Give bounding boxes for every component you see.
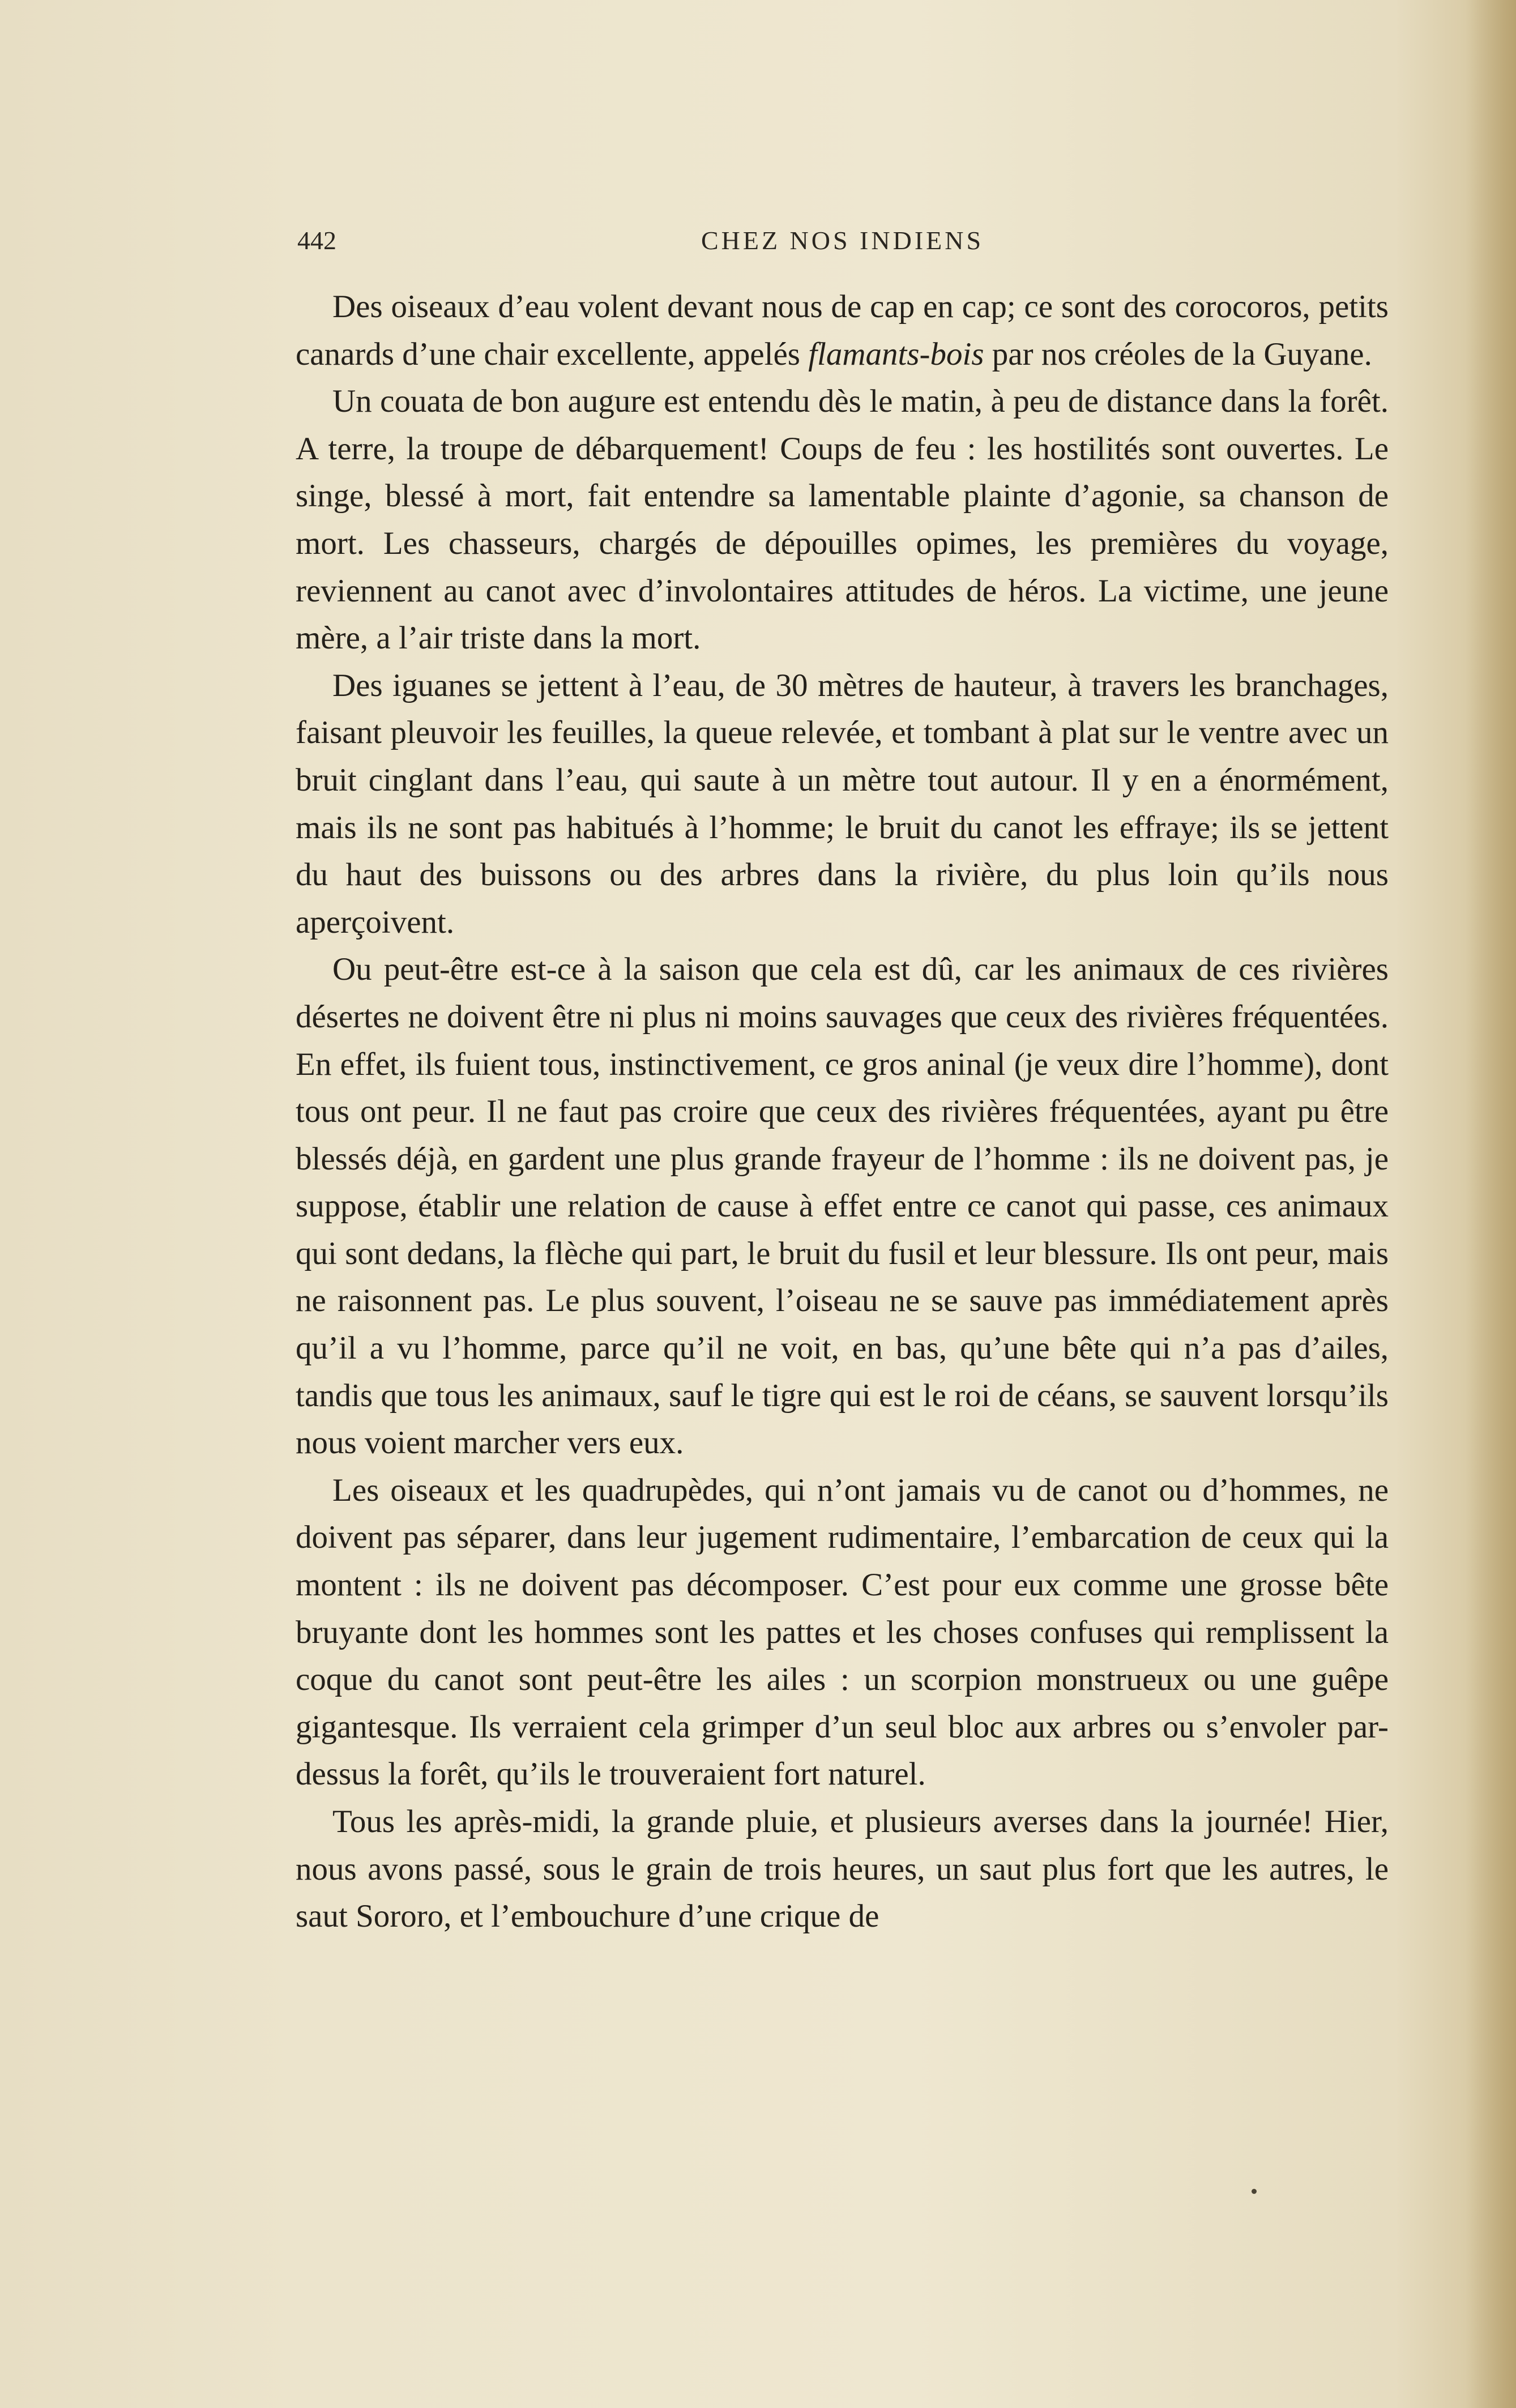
paragraph-1	[296, 283, 1389, 378]
body-text	[296, 283, 1389, 1940]
paragraph-5: Les oiseaux et les quadrupèdes, qui n’ont jamais vu de canot ou d’hommes, ne doivent pas séparer, dans leur jugement rudimentaire, l’embarcation de ceux qui la montent : ils ne doivent pas décomposer. C’est pour eux comme une grosse bête bruyante dont les hommes sont les pattes et les choses confuses qui remplissent la coque du canot sont peut-être les ailes : un scorpion monstrueux ou une guêpe gigantesque. Ils verraient cela grimper d’un seul bloc aux arbres ou s’envoler par-dessus la forêt, qu’ils le trouveraient fort naturel.	[296, 1472, 1389, 1792]
paragraph-1-text-after: par nos créoles de la Guyane.	[984, 336, 1372, 372]
paragraph-3: Des iguanes se jettent à l’eau, de 30 mètres de hauteur, à travers les branchages, faisant pleuvoir les feuilles, la queue relevée, et tombant à plat sur le ventre avec un bruit cinglant dans l’eau, qui saute à un mètre tout autour. Il y en a énormément, mais ils ne sont pas habitués à l’homme; le bruit du canot les effraye; ils se jettent du haut des buissons ou des arbres dans la rivière, du plus loin qu’ils nous aperçoivent.	[296, 667, 1389, 940]
page-header	[297, 225, 1387, 265]
ink-speck	[1252, 2189, 1257, 2194]
paragraph-2: Un couata de bon augure est entendu dès le matin, à peu de distance dans la forêt. A terre, la troupe de débarquement! Coups de feu : les hostilités sont ouvertes. Le singe, blessé à mort, fait entendre sa lamentable plainte d’agonie, sa chanson de mort. Les chasseurs, chargés de dépouilles opimes, les premières du voyage, reviennent au canot avec d’involontaires attitudes de héros. La victime, une jeune mère, a l’air triste dans la mort.	[296, 383, 1389, 656]
paragraph-6: Tous les après-midi, la grande pluie, et plusieurs averses dans la journée! Hier, nous avons passé, sous le grain de trois heures, un saut plus fort que les autres, le saut Sororo, et l’embouchure d’une crique de	[296, 1804, 1389, 1935]
paragraph-4: Ou peut-être est-ce à la saison que cela est dû, car les animaux de ces rivières désertes ne doivent être ni plus ni moins sauvages que ceux des rivières fréquentées. En effet, ils fuient tous, instinctivement, ce gros aninal (je veux dire l’homme), dont tous ont peur. Il ne faut pas croire que ceux des rivières fréquentées, ayant pu être blessés déjà, en gardent une plus grande frayeur de l’homme : ils ne doivent pas, je suppose, établir une relation de cause à effet entre ce canot qui passe, ces animaux qui sont dedans, la flèche qui part, le bruit du fusil et leur blessure. Ils ont peur, mais ne raisonnent pas. Le plus souvent, l’oiseau ne se sauve pas immédiatement après qu’il a vu l’homme, parce qu’il ne voit, en bas, qu’une bête qui n’a pas d’ailes, tandis que tous les animaux, sauf le tigre qui est le roi de céans, se sauvent lorsqu’ils nous voient marcher vers eux.	[296, 951, 1389, 1461]
paragraph-1-text-before: Des oiseaux d’eau volent devant nous de cap en cap; ce sont des corocoros, petits canards d’une chair excellente, appelés	[296, 289, 1389, 372]
page-number: 442	[297, 226, 336, 255]
italic-term: flamants-bois	[808, 336, 984, 372]
spine-shadow	[1465, 0, 1516, 2408]
running-head: CHEZ NOS INDIENS	[701, 226, 984, 255]
